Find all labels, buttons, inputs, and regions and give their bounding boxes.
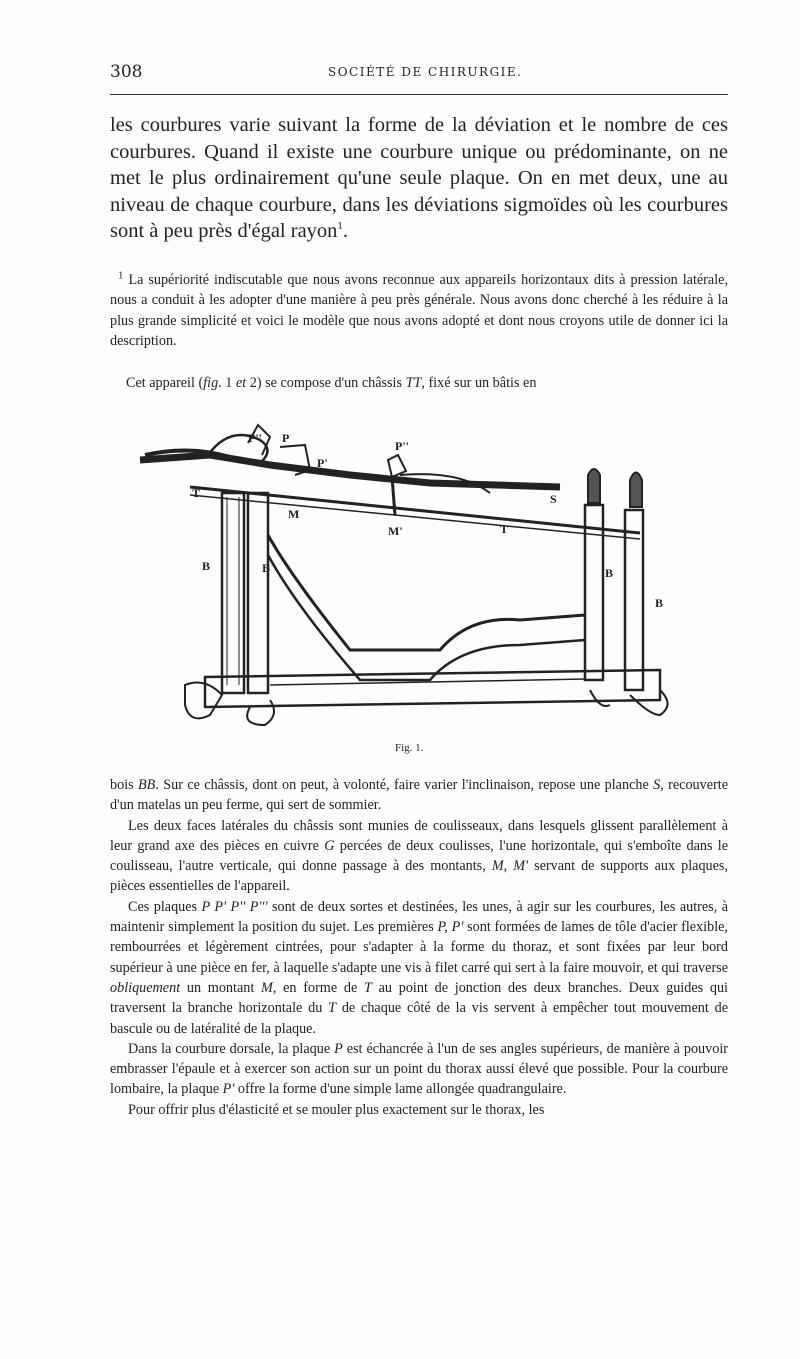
intro-nums-1: 1 — [221, 375, 236, 391]
paragraph-dorsal — [110, 1039, 728, 1100]
plates-text-f: au point de jonction des deux branches. Deux guides qui traversent la branche horizontale du — [110, 979, 728, 1017]
intro-tail: , fixé sur un bâtis en — [421, 375, 537, 391]
plates-p: P P' P'' P''' — [201, 898, 268, 915]
paragraph-frame — [110, 775, 728, 816]
paragraph-slides — [110, 816, 728, 897]
page-header — [110, 62, 728, 86]
plates-pp: P, P' — [437, 919, 464, 936]
label-b-2: B — [262, 561, 271, 575]
running-title: SOCIÉTÉ DE CHIRURGIE. — [328, 65, 523, 79]
header-rule — [110, 94, 728, 95]
apparatus-intro — [110, 373, 728, 393]
plates-t2: T — [328, 1000, 337, 1017]
dorsal-p: P — [334, 1040, 343, 1057]
footnote-reference[interactable]: 1 — [337, 220, 343, 233]
plates-text-b: sont de deux sortes et destinées, les unes, à agir sur les courbures, les autres, à maintenir simplement la position du sujet. Les premières — [110, 898, 728, 936]
label-t-middle: T — [500, 522, 509, 536]
slides-text-b: percées de deux coulisses, l'une horizontale, qui s'emboîte dans le coulisseau, l'autre verticale, qui donne passage à des montants, — [110, 837, 728, 875]
main-paragraph-text: les courbures varie suivant la forme de la déviation et le nombre de ces courbures. Quand il existe une courbure unique ou prédominante, on ne met le plus ordinairement qu'une seule plaque. On en met deux, une au niveau de chaque courbure, dans les déviations sigmoïdes où les courbures sont à peu près d'égal rayon — [110, 114, 728, 243]
intro-fig: fig. — [203, 375, 222, 391]
label-m: M — [288, 507, 300, 521]
label-b-3: B — [605, 566, 614, 580]
dorsal-text-a: Dans la courbure dorsale, la plaque — [128, 1040, 335, 1057]
intro-end: 2) se compose d'un châssis — [246, 375, 406, 391]
dorsal-text-b: est échancrée à l'un de ses angles supérieurs, de manière à pouvoir embrasser l'épaule et à exercer son action sur un point du thorax aussi élevé que possible. Pour la courbure lombaire, la plaque — [110, 1040, 728, 1098]
slides-text-c: servant de supports aux plaques, pièces essentielles de l'appareil. — [110, 858, 729, 895]
plates-m: M — [261, 979, 273, 996]
label-t-left: T — [192, 486, 201, 500]
label-p-double-prime: P'' — [248, 431, 262, 445]
slides-g: G — [324, 837, 335, 854]
footnote — [110, 270, 728, 351]
frame-s: S — [653, 777, 661, 793]
elasticity-text: Pour offrir plus d'élasticité et se mouler plus exactement sur le thorax, les — [128, 1101, 545, 1118]
label-p-prime: P' — [317, 456, 328, 470]
mattress-board — [140, 455, 560, 487]
slides-text-a: Les deux faces latérales du châssis sont munies de coulisseaux, dans lesquels glissent parallèlement à leur grand axe des pièces en cuivre — [110, 817, 728, 854]
label-s: S — [550, 492, 557, 506]
dorsal-p1: P' — [222, 1081, 235, 1098]
frame-text-a: bois — [110, 777, 139, 793]
main-paragraph: les courbures varie suivant la forme de la déviation et le nombre de ces courbures. Quand il existe une courbure unique ou prédominante, on ne met le plus ordinairement qu'une seule plaque. On en met deux, une au niveau de chaque courbure, dans les déviations sigmoïdes où les courbures sont à peu près d'égal rayon$^1$. — [110, 114, 728, 243]
plates-text-d: un montant — [180, 979, 262, 996]
label-m-prime: M' — [388, 524, 403, 538]
label-b-4: B — [655, 596, 664, 610]
slides-m: M, M' — [491, 858, 529, 875]
frame-text-c: , recouverte d'un matelas un peu ferme, qui sert de sommier. — [110, 777, 728, 814]
paragraph-elasticity — [110, 1100, 728, 1120]
label-b-1: B — [202, 559, 211, 573]
footnote-marker: 1 — [118, 269, 124, 282]
paragraph-plates — [110, 897, 728, 1039]
plates-text-a: Ces plaques — [128, 898, 202, 915]
figure-1-apparatus-illustration — [130, 415, 670, 735]
plates-text-g: de chaque côté de la vis servent à empêcher tout mouvement de bascule ou de latéralité de la plaque. — [110, 1000, 728, 1037]
description-text — [110, 775, 728, 1120]
plates-text-e: , en forme de — [272, 979, 364, 996]
plates-t: T — [364, 979, 372, 996]
intro-et: et — [235, 375, 247, 391]
frame-text-b: . Sur ce châssis, dont on peut, à volonté, faire varier l'inclinaison, repose une planche — [155, 777, 654, 793]
plates-obliquement: obliquement — [110, 979, 181, 996]
intro-start: Cet appareil ( — [126, 375, 204, 391]
label-p-double-prime-2: P'' — [395, 439, 409, 453]
page-number: 308 — [110, 62, 143, 82]
figure-caption: Fig. 1. — [395, 742, 424, 754]
plates-text-c: sont formées de lames de tôle d'acier flexible, rembourrées et légèrement cintrées, pour s'adapter à la forme du thoraz, et sont fixées par leur bord supérieur à une pièce en fer, à laquelle s'adapte une vis à filet carré qui sert à la faire mouvoir, et qui traverse — [110, 919, 728, 976]
label-p: P — [282, 431, 290, 445]
frame-bb: BB — [138, 777, 156, 793]
intro-tt: TT — [405, 375, 422, 391]
footnote-text: La supériorité indiscutable que nous avons reconnue aux appareils horizontaux dits à pression latérale, nous a conduit à les adopter d'une manière à peu près générale. Nous avons donc cherché à les réduire à la plus grande simplicité et voici le modèle que nous avons adopté et dont nous croyons utile de donner ici la description. — [110, 272, 728, 349]
dorsal-text-c: offre la forme d'une simple lame allongée quadrangulaire. — [234, 1081, 567, 1098]
